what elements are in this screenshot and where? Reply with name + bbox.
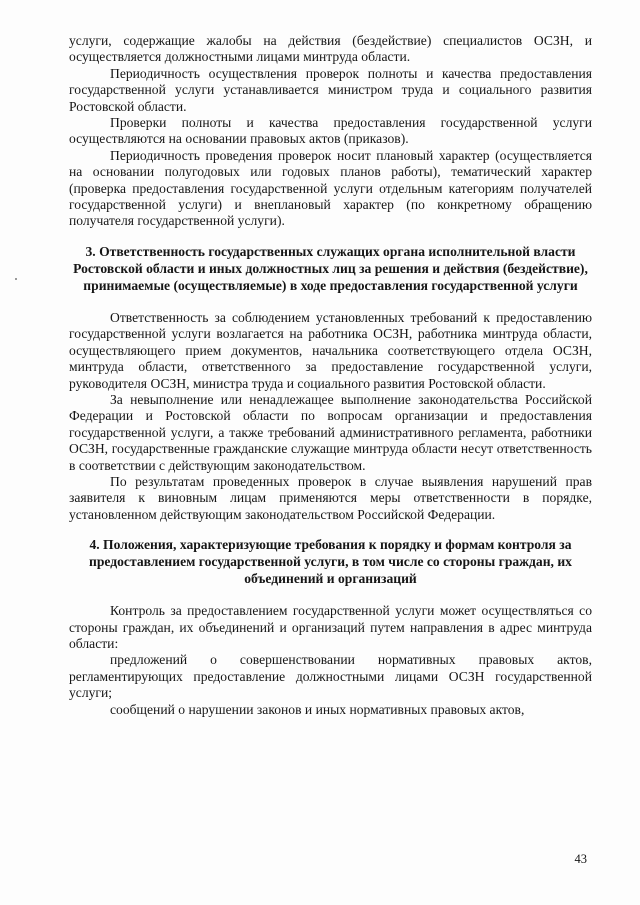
section-4-paragraph-1: Контроль за предоставлением государственной услуги может осуществляться со стороны граждан, их объединений и организаций путем направления в адрес минтруда области: [69,603,592,651]
paragraph-top-4: Периодичность проведения проверок носит плановый характер (осуществляется на основании полугодовых или годовых планов работы), тематический характер (проверка предоставления государственной услуги отдельным категориям получателей государственной услуги) и внеплановый характер (по конкретному обращению получателя государственной услуги). [69,147,592,229]
spacer [69,230,592,243]
section-4-paragraph-2: предложений о совершенствовании нормативных правовых актов, регламентирующих предоставление должностными лицами ОСЗН государственной услуги; [69,652,592,701]
section-3-paragraph-3: По результатам проведенных проверок в случае выявления нарушений прав заявителя к виновным лицам применяются меры ответственности в порядке, установленном действующим законодательством Российской Федерации. [69,473,592,522]
spacer [69,587,592,603]
document-body [69,33,592,718]
paragraph-top-1: услуги, содержащие жалобы на действия (бездействие) специалистов ОСЗН, и осуществляется должностными лицами минтруда области. [69,33,592,65]
section-3-paragraph-1: Ответственность за соблюдением установленных требований к предоставлению государственной услуги возлагается на работника ОСЗН, работника минтруда области, осуществляющего прием документов, начальника соответствующего отдела ОСЗН, минтруда области, ответственного за предоставление государственной услуги, руководителя ОСЗН, министра труда и социального развития Ростовской области. [69,309,592,391]
paragraph-top-2: Периодичность осуществления проверок полноты и качества предоставления государственной услуги устанавливается министром труда и социального развития Ростовской области. [69,65,592,114]
spacer [69,523,592,536]
section-3-heading: 3. Ответственность государственных служащих органа исполнительной власти Ростовской области и иных должностных лиц за решения и действия (бездействие), принимаемые (осуществляемые) в ходе предоставления государственной услуги [73,243,588,293]
page-number: 43 [574,852,587,866]
section-4-paragraph-3: сообщений о нарушении законов и иных нормативных правовых актов, [110,701,525,717]
section-3-paragraph-2: За невыполнение или ненадлежащее выполнение законодательства Российской Федерации и Ростовской области по вопросам организации и предоставления государственной услуги, а также требований административного регламента, работники ОСЗН, государственные гражданские служащие минтруда области несут ответственность в соответствии с действующим законодательством. [69,391,592,473]
section-4-heading: 4. Положения, характеризующие требования к порядку и формам контроля за предоставлением государственной услуги, в том числе со стороны граждан, их объединений и организаций [89,537,572,587]
spacer [69,294,592,310]
scan-artifact [15,278,17,280]
paragraph-top-3: Проверки полноты и качества предоставления государственной услуги осуществляются на основании правовых актов (приказов). [69,115,592,147]
